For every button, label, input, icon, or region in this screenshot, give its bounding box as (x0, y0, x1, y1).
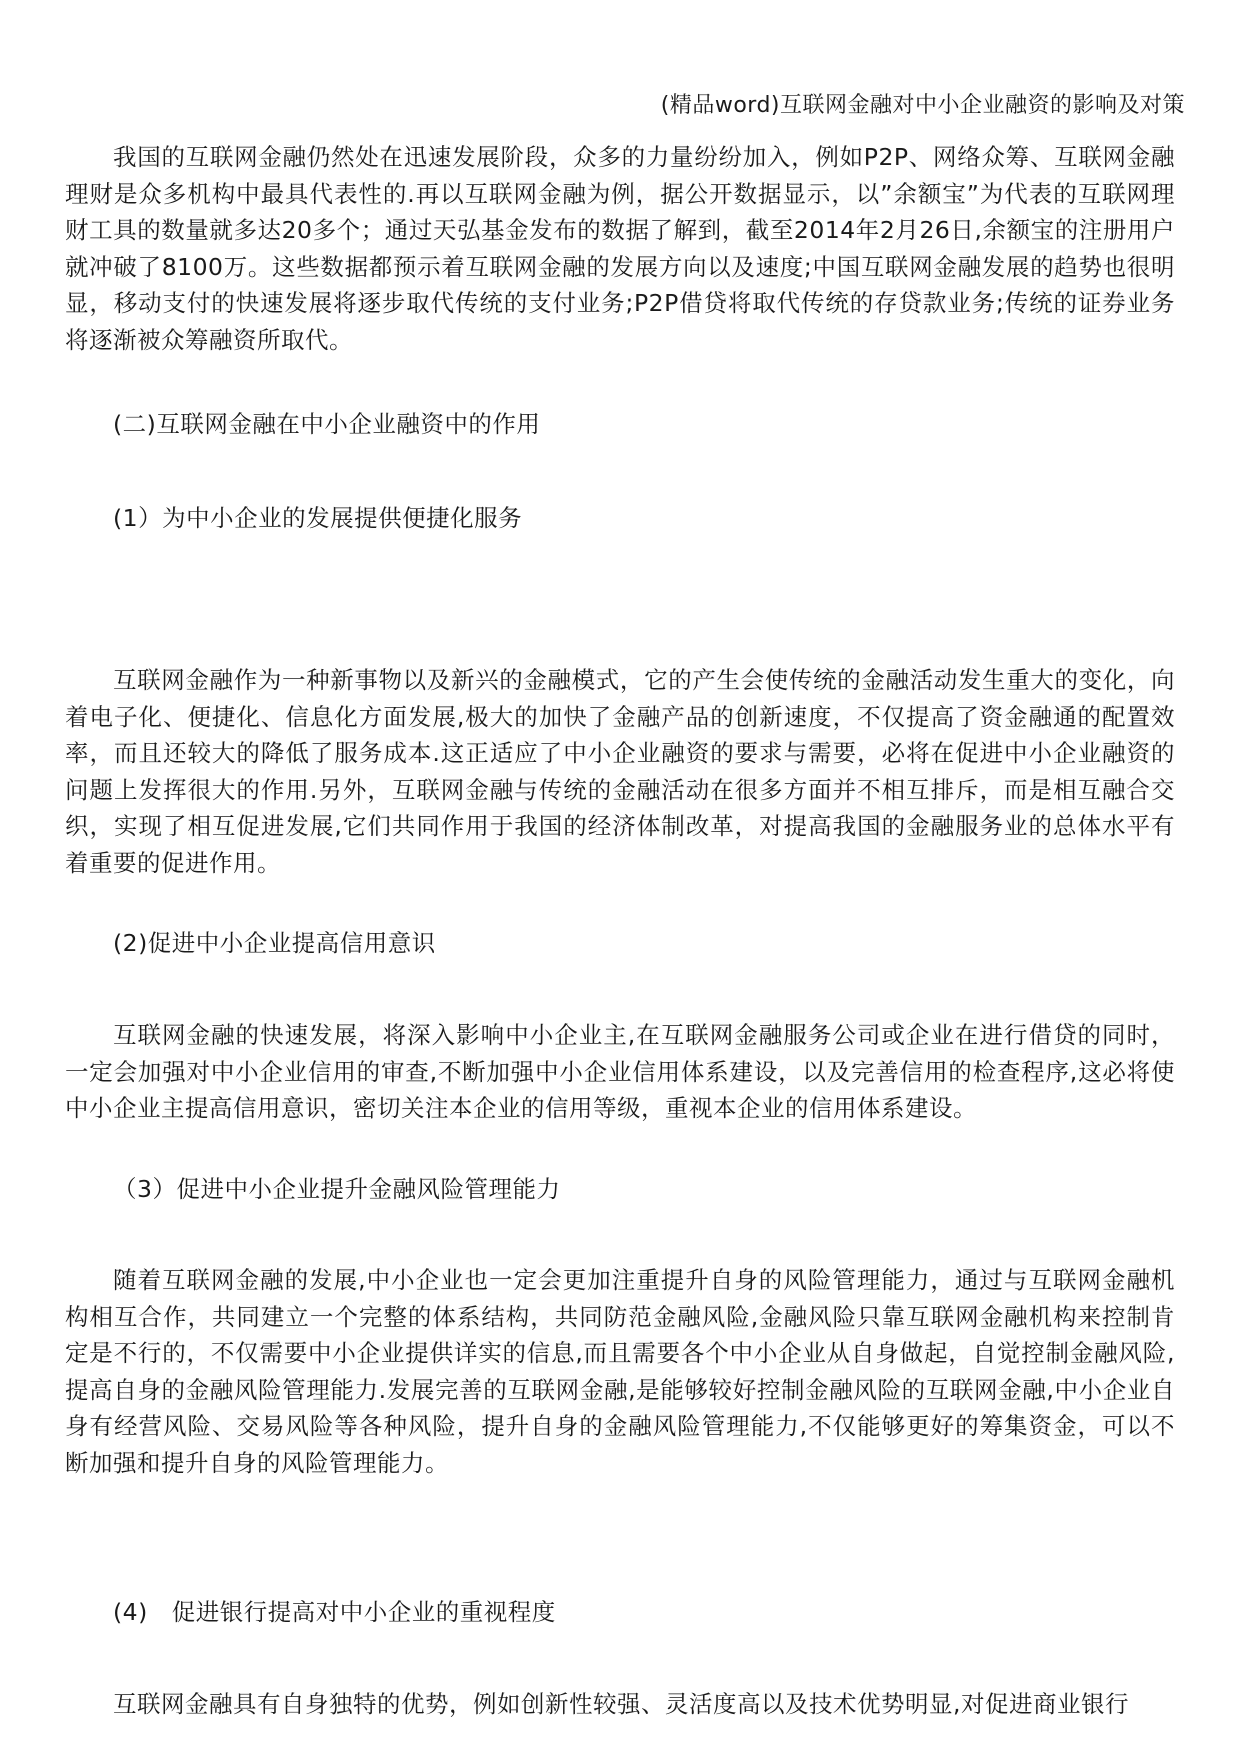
subheading-convenient-services: (1）为中小企业的发展提供便捷化服务 (113, 504, 523, 532)
subheading-bank-attention: (4) 促进银行提高对中小企业的重视程度 (113, 1598, 556, 1626)
subheading-credit-awareness: (2)促进中小企业提高信用意识 (113, 929, 436, 957)
section-heading-role-in-sme-financing: (二)互联网金融在中小企业融资中的作用 (113, 410, 541, 438)
paragraph-internet-finance-advantages: 互联网金融具有自身独特的优势，例如创新性较强、灵活度高以及技术优势明显,对促进商业银行 (113, 1690, 1129, 1718)
paragraph-credit-system: 互联网金融的快速发展，将深入影响中小企业主,在互联网金融服务公司或企业在进行借贷的同时，一定会加强对中小企业信用的审查,不断加强中小企业信用体系建设，以及完善信用的检查程序,这必将使中小企业主提高信用意识，密切关注本企业的信用等级，重视本企业的信用体系建设。 (65, 1021, 1175, 1122)
paragraph-internet-finance-development: 我国的互联网金融仍然处在迅速发展阶段，众多的力量纷纷加入，例如P2P、网络众筹、互联网金融理财是众多机构中最具代表性的.再以互联网金融为例，据公开数据显示，以”余额宝”为代表的互联网理财工具的数量就多达20多个；通过天弘基金发布的数据了解到，截至2014年2月26日,余额宝的注册用户就冲破了8100万。这些数据都预示着互联网金融的发展方向以及速度;中国互联网金融发展的趋势也很明显，移动支付的快速发展将逐步取代传统的支付业务;P2P借贷将取代传统的存贷款业务;传统的证券业务将逐渐被众筹融资所取代。 (65, 143, 1175, 354)
paragraph-new-financial-model: 互联网金融作为一种新事物以及新兴的金融模式，它的产生会使传统的金融活动发生重大的变化，向着电子化、便捷化、信息化方面发展,极大的加快了金融产品的创新速度，不仅提高了资金融通的配置效率，而且还较大的降低了服务成本.这正适应了中小企业融资的要求与需要，必将在促进中小企业融资的问题上发挥很大的作用.另外，互联网金融与传统的金融活动在很多方面并不相互排斥，而是相互融合交织，实现了相互促进发展,它们共同作用于我国的经济体制改革，对提高我国的金融服务业的总体水平有着重要的促进作用。 (65, 666, 1175, 877)
subheading-risk-management: （3）促进中小企业提升金融风险管理能力 (113, 1175, 561, 1203)
paragraph-risk-management: 随着互联网金融的发展,中小企业也一定会更加注重提升自身的风险管理能力，通过与互联网金融机构相互合作，共同建立一个完整的体系结构，共同防范金融风险,金融风险只靠互联网金融机构来控制肯定是不行的，不仅需要中小企业提供详实的信息,而且需要各个中小企业从自身做起，自觉控制金融风险,提高自身的金融风险管理能力.发展完善的互联网金融,是能够较好控制金融风险的互联网金融,中小企业自身有经营风险、交易风险等各种风险，提升自身的金融风险管理能力,不仅能够更好的筹集资金，可以不断加强和提升自身的风险管理能力。 (65, 1266, 1175, 1477)
running-header: (精品word)互联网金融对中小企业融资的影响及对策 (660, 93, 1185, 118)
